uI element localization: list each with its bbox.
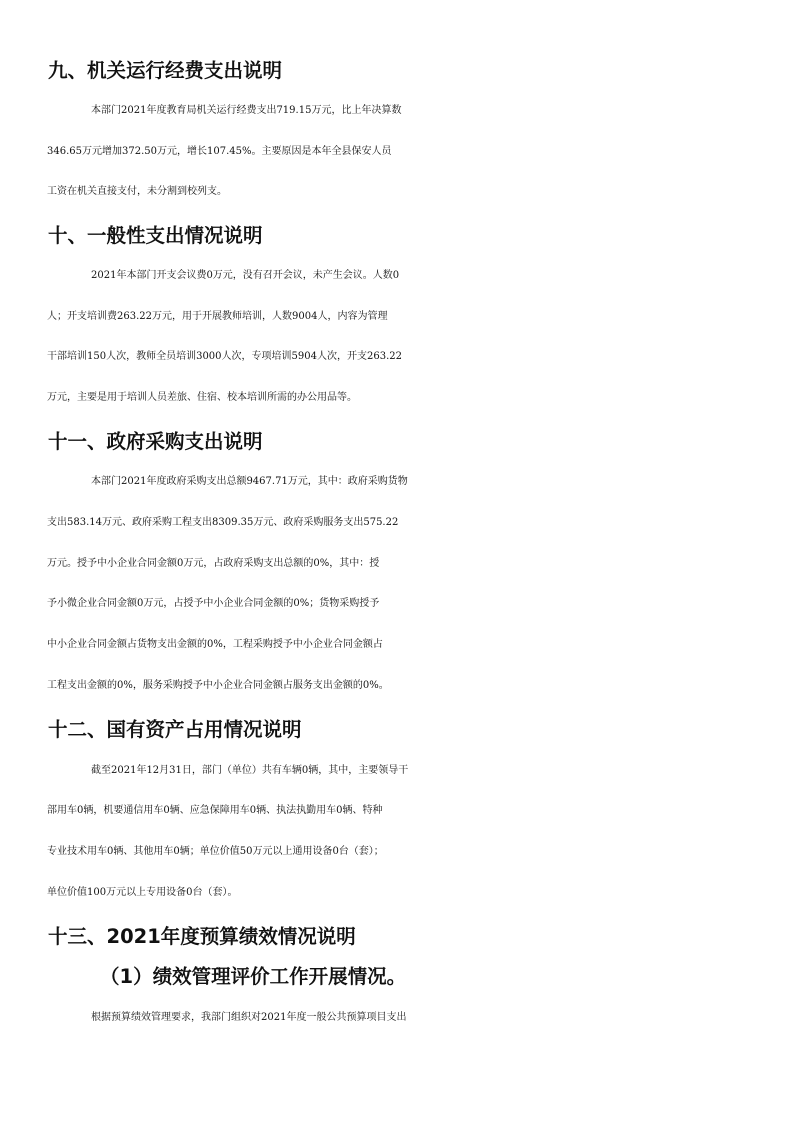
- paragraph-line: 万元，主要是用于培训人员差旅、住宿、校本培训所需的办公用品等。: [47, 392, 357, 403]
- section-heading-9: 九、机关运行经费支出说明: [48, 59, 283, 82]
- paragraph-line: 支出583.14万元、政府采购工程支出8309.35万元、政府采购服务支出575.22: [47, 517, 399, 528]
- paragraph-line: 2021年本部门开支会议费0万元，没有召开会议，未产生会议。人数0: [91, 270, 400, 281]
- paragraph-line: 本部门2021年度政府采购支出总额9467.71万元，其中：政府采购货物: [91, 476, 408, 487]
- paragraph-line: 单位价值100万元以上专用设备0台（套）。: [47, 887, 238, 898]
- paragraph-line: 截至2021年12月31日，部门（单位）共有车辆0辆，其中，主要领导干: [91, 765, 409, 776]
- paragraph-line: 万元。授予中小企业合同金额0万元，占政府采购支出总额的0%，其中：授: [47, 558, 380, 569]
- paragraph-line: 中小企业合同金额占货物支出金额的0%，工程采购授予中小企业合同金额占: [47, 639, 383, 650]
- paragraph-line: 工程支出金额的0%，服务采购授予中小企业合同金额占服务支出金额的0%。: [47, 680, 389, 691]
- paragraph-line: 根据预算绩效管理要求，我部门组织对2021年度一般公共预算项目支出: [91, 1012, 407, 1023]
- section-heading-12: 十二、国有资产占用情况说明: [48, 718, 302, 741]
- section-heading-11: 十一、政府采购支出说明: [48, 430, 263, 453]
- paragraph-line: 部用车0辆，机要通信用车0辆、应急保障用车0辆、执法执勤用车0辆、特种: [47, 805, 383, 816]
- section-heading-13: 十三、2021年度预算绩效情况说明: [48, 925, 356, 948]
- section-heading-10: 十、一般性支出情况说明: [48, 224, 263, 247]
- paragraph-line: 346.65万元增加372.50万元，增长107.45%。主要原因是本年全县保安人员: [47, 146, 392, 157]
- paragraph-line: 专业技术用车0辆、其他用车0辆；单位价值50万元以上通用设备0台（套）；: [47, 846, 384, 857]
- paragraph-line: 予小微企业合同金额0万元，占授予中小企业合同金额的0%；货物采购授予: [47, 598, 380, 609]
- paragraph-line: 工资在机关直接支付，未分割到校列支。: [47, 186, 227, 197]
- paragraph-line: 本部门2021年度教育局机关运行经费支出719.15万元，比上年决算数: [91, 105, 402, 116]
- subsection-heading: （1）绩效管理评价工作开展情况。: [100, 965, 407, 988]
- paragraph-line: 干部培训150人次，教师全员培训3000人次，专项培训5904人次，开支263.22: [47, 351, 402, 362]
- paragraph-line: 人；开支培训费263.22万元，用于开展教师培训，人数9004人，内容为管理: [47, 311, 388, 322]
